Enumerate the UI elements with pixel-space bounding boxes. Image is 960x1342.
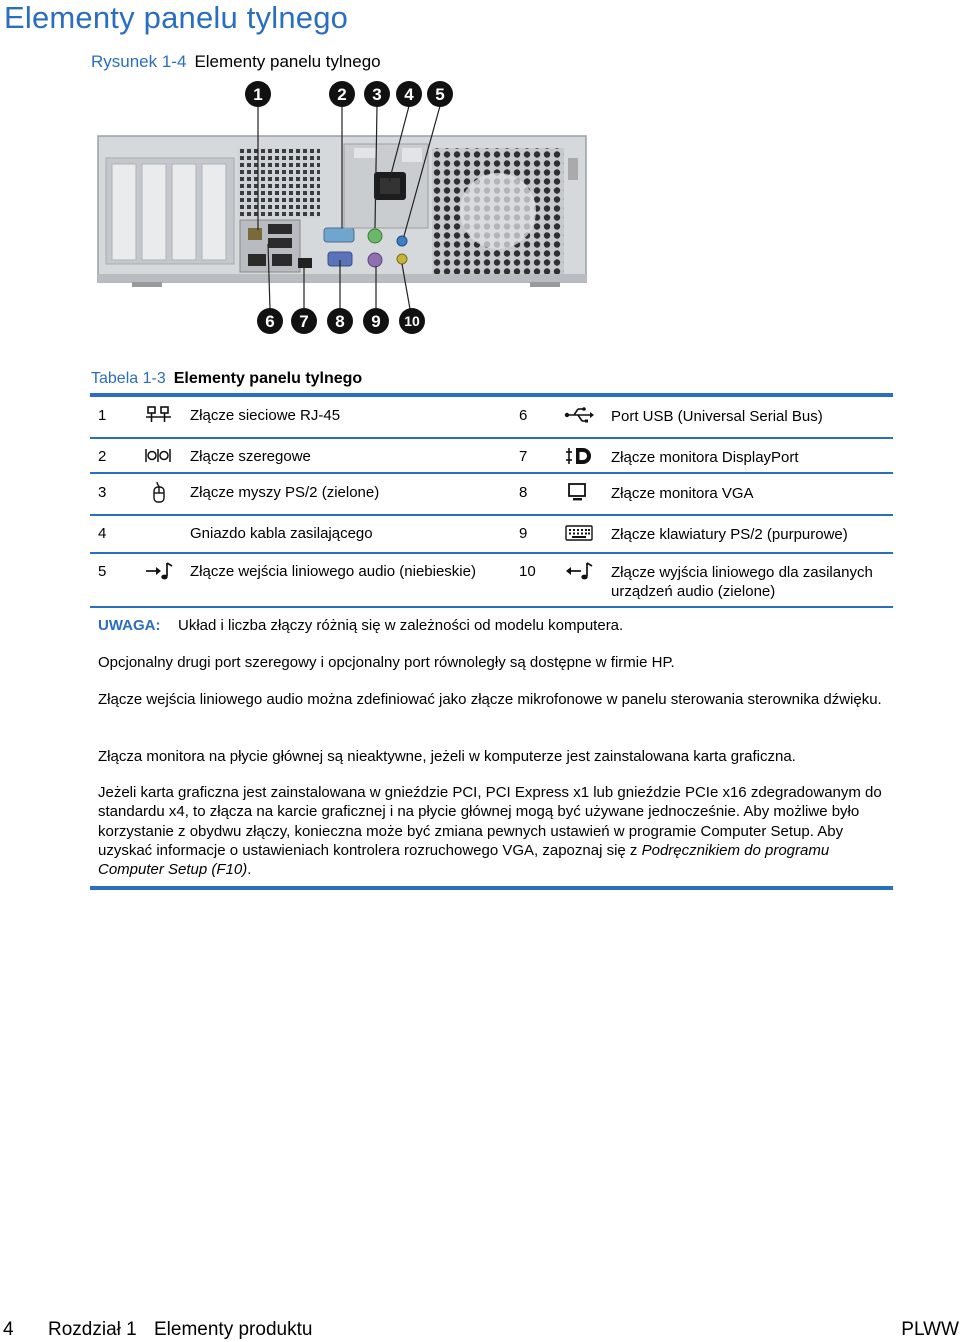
footer-chapter-title: Elementy produktu bbox=[154, 1319, 313, 1340]
footer-chapter: Rozdział 1 bbox=[48, 1319, 137, 1340]
callout-4 bbox=[396, 81, 422, 107]
usb-port bbox=[268, 224, 292, 234]
rear-panel-figure bbox=[92, 78, 592, 340]
network-icon bbox=[144, 404, 174, 426]
audio-in-icon bbox=[144, 560, 174, 582]
callout-6 bbox=[257, 308, 283, 334]
figure-label: Rysunek 1-4 bbox=[91, 52, 187, 71]
callout-3 bbox=[364, 81, 390, 107]
svg-text:8: 8 bbox=[335, 312, 345, 331]
callout-8 bbox=[327, 308, 353, 334]
callout-2 bbox=[329, 81, 355, 107]
svg-text:9: 9 bbox=[371, 312, 381, 331]
mouse-icon bbox=[144, 481, 174, 503]
audio-out-icon bbox=[564, 560, 594, 582]
svg-text:5: 5 bbox=[435, 85, 445, 104]
footer-page-number: 4 bbox=[3, 1319, 14, 1340]
table-caption-text: Elementy panelu tylnego bbox=[173, 370, 363, 387]
svg-text:2: 2 bbox=[337, 85, 347, 104]
displayport-icon bbox=[564, 445, 594, 467]
svg-text:7: 7 bbox=[299, 312, 309, 331]
callout-7 bbox=[291, 308, 317, 334]
table-top-rule bbox=[90, 393, 893, 397]
callout-5 bbox=[427, 81, 453, 107]
line-in-jack bbox=[397, 236, 407, 246]
keyboard-icon bbox=[564, 522, 594, 544]
table-label: Tabela 1-3 bbox=[91, 370, 166, 387]
serial-port bbox=[324, 228, 354, 242]
rj45-port bbox=[248, 228, 262, 240]
expansion-slots bbox=[106, 158, 234, 264]
callout-10 bbox=[399, 308, 425, 334]
ps2-keyboard-port bbox=[368, 253, 382, 267]
note-paragraph: Opcjonalny drugi port szeregowy i opcjonalny port równoległy są dostępne w firmie HP. bbox=[98, 654, 675, 671]
line-out-jack bbox=[397, 254, 407, 264]
svg-text:1: 1 bbox=[253, 85, 263, 104]
monitor-icon bbox=[564, 481, 594, 503]
callout-1 bbox=[245, 81, 271, 107]
svg-text:6: 6 bbox=[265, 312, 275, 331]
note-text: Układ i liczba złączy różnią się w zależności od modelu komputera. bbox=[178, 617, 624, 634]
displayport-port bbox=[298, 258, 312, 268]
table-caption bbox=[91, 370, 362, 388]
ps2-mouse-port bbox=[368, 229, 382, 243]
note-paragraph: Jeżeli karta graficzna jest zainstalowana w gnieździe PCI, PCI Express x1 lub gnieździe PCIe x16 zdegradowanym do standardu x4, to złącza na karcie graficznej i na płycie głównej mogą być używane jednocześnie. Aby możliwe było korzystanie z obydwu złączy, konieczna może być zmiana pewnych ustawień w programie Computer Setup. Aby uzyskać informacje o ustawieniach kontrolera rozruchowego VGA, zapoznaj się z Podręcznikiem do programu Computer Setup (F10). bbox=[98, 784, 882, 879]
figure-caption-text: Elementy panelu tylnego bbox=[194, 52, 381, 71]
usb-icon bbox=[564, 404, 594, 426]
note-paragraph: Złącza monitora na płycie głównej są nieaktywne, jeżeli w komputerze jest zainstalowana karta graficzna. bbox=[98, 748, 796, 765]
page-title: Elementy panelu tylnego bbox=[4, 0, 349, 35]
callout-9 bbox=[363, 308, 389, 334]
manual-reference: Podręcznikiem do programu Computer Setup (F10) bbox=[98, 841, 830, 879]
table-bottom-rule bbox=[90, 886, 893, 890]
footer-lang: PLWW bbox=[901, 1319, 959, 1340]
svg-text:3: 3 bbox=[372, 85, 382, 104]
note-label: UWAGA: bbox=[98, 617, 161, 634]
serial-icon bbox=[144, 445, 174, 467]
figure-caption bbox=[91, 52, 381, 72]
svg-text:10: 10 bbox=[404, 313, 420, 329]
note-paragraph: Złącze wejścia liniowego audio można zdefiniować jako złącze mikrofonowe w panelu sterowania sterownika dźwięku. bbox=[98, 691, 882, 708]
vent-grid bbox=[238, 148, 320, 218]
svg-text:4: 4 bbox=[404, 85, 414, 104]
